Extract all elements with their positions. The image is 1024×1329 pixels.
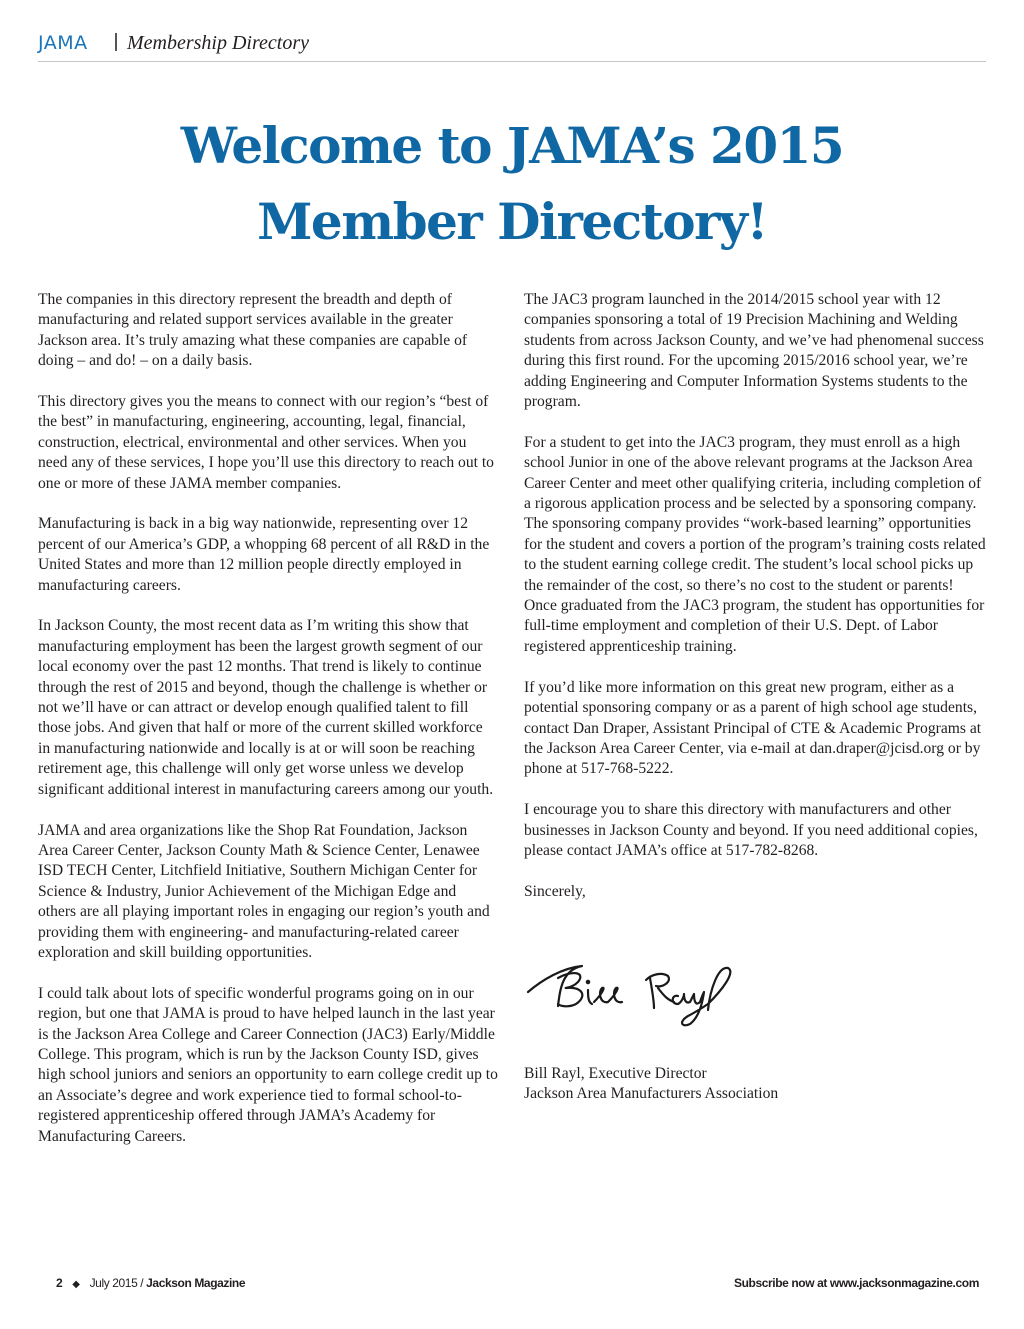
title-line-2: Member Directory!	[257, 192, 767, 251]
paragraph: The JAC3 program launched in the 2014/2015 school year with 12 companies sponsoring a total of 19 Precision Machining and Welding students from across Jackson County, and we’ve had phenomenal success during this first round. For the upcoming 2015/2016 school year, we’re adding Engineering and Computer Information Systems students to the program.	[524, 291, 984, 411]
paragraph: This directory gives you the means to connect with our region’s “best of the best” in manufacturing, engineering, accounting, legal, financial, construction, electrical, environmental and other services. When you need any of these services, I hope you’ll use this directory to reach out to one or more of these JAMA member companies.	[38, 393, 494, 492]
paragraph: In Jackson County, the most recent data as I’m writing this show that manufacturing employment has been the largest growth segment of our local economy over the past 12 months. That trend is likely to continue through the rest of 2015 and beyond, though the challenge is whether or not we’ll have or can attract or develop enough qualified talent to fill those jobs. And given that half or more of the current skilled workforce in manufacturing nationwide and locally is at or will soon be reaching retirement age, this challenge will only get worse unless we develop significant additional interest in manufacturing careers among our youth.	[38, 617, 494, 798]
footer-left	[56, 1276, 245, 1290]
paragraph: I encourage you to share this directory with manufacturers and other businesses in Jackson County and beyond. If you need additional copies, please contact JAMA’s office at 517-782-8268.	[524, 801, 978, 859]
header-divider	[115, 33, 117, 51]
paragraph: If you’d like more information on this great new program, either as a potential sponsoring company or as a parent of high school age students, contact Dan Draper, Assistant Principal of CTE & Academic Programs at the Jackson Area Career Center, via e-mail at dan.draper@jcisd.org or by phone at 517-768-5222.	[524, 678, 982, 778]
signoff-block	[524, 1064, 778, 1105]
paragraph: For a student to get into the JAC3 program, they must enroll as a high school Junior in one of the above relevant programs at the Jackson Area Career Center and meet other qualifying criteria, including completion of a rigorous application process and be selected by a sponsoring company. The sponsoring company provides “work-based learning” opportunities for the student and covers a portion of the program’s training costs related to the student earning college credit. The student’s local school picks up the remainder of the cost, so there’s no cost to the student or parents! Once graduated from the JAC3 program, the student has opportunities for full-time employment and completion of their U.S. Dept. of Labor registered apprenticeship training.	[524, 433, 986, 655]
right-column	[524, 290, 988, 923]
left-column	[38, 290, 498, 1167]
magazine-name: Jackson Magazine	[146, 1276, 246, 1290]
signer-organization: Jackson Area Manufacturers Association	[524, 1085, 779, 1103]
closing-salutation: Sincerely,	[524, 882, 586, 900]
paragraph: I could talk about lots of specific wonderful programs going on in our region, but one that JAMA is proud to have helped launch in the last year is the Jackson Area College and Career Connection (JAC3) Early/Middle College. This program, which is run by the Jackson County ISD, gives high school juniors and seniors an opportunity to earn college credit up to an Associate’s degree and work experience tied to formal school-to-registered apprenticeship offered through JAMA’s Academy for Manufacturing Careers.	[38, 984, 498, 1145]
footer-subscribe	[734, 1276, 979, 1290]
section-label: Membership Directory	[127, 32, 309, 54]
title-line-1: Welcome to JAMA’s 2015	[180, 116, 844, 175]
paragraph: The companies in this directory represent the breadth and depth of manufacturing and related support services available in the greater Jackson area. It’s truly amazing what these companies are capable of doing – and do! – on a daily basis.	[38, 291, 468, 370]
page-header	[38, 30, 986, 62]
signature-image	[522, 950, 752, 1030]
subscribe-text: Subscribe now at www.jacksonmagazine.com	[734, 1276, 979, 1290]
paragraph: Manufacturing is back in a big way nationwide, representing over 12 percent of our America’s GDP, a whopping 68 percent of all R&D in the United States and more than 12 million people directly employed in manufacturing careers.	[38, 515, 490, 594]
page-title	[0, 108, 1024, 260]
issue-date: July 2015 /	[89, 1276, 147, 1290]
paragraph: JAMA and area organizations like the Shop Rat Foundation, Jackson Area Career Center, Jackson County Math & Science Center, Lenawee ISD TECH Center, Litchfield Initiative, Southern Michigan Center for Science & Industry, Junior Achievement of the Michigan Edge and others are all playing important roles in engaging our region’s youth and providing them with engineering- and manufacturing-related career exploration and skill building opportunities.	[38, 821, 490, 961]
signer-name-title: Bill Rayl, Executive Director	[524, 1065, 707, 1082]
page-number: 2	[56, 1276, 63, 1290]
brand-label: JAMA	[38, 32, 88, 54]
diamond-icon: ◆	[72, 1279, 80, 1290]
